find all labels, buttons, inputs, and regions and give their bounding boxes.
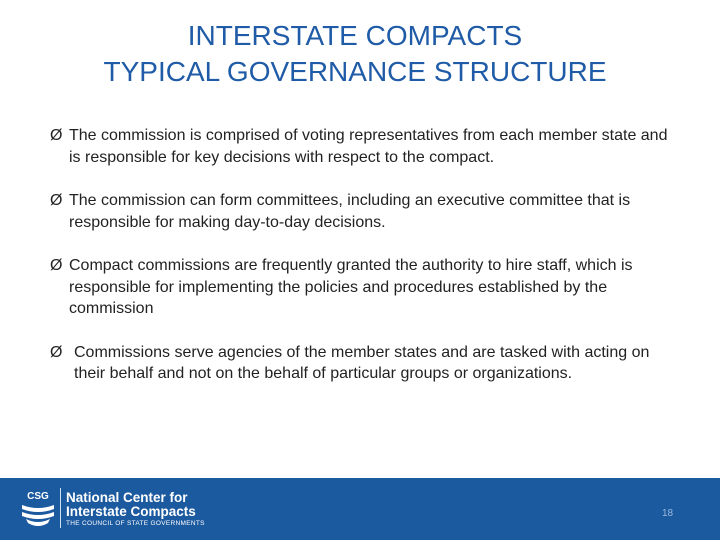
bullet-item [50,342,670,385]
bullet-item [50,190,670,233]
logo-text: CSG [27,491,49,502]
org-subtitle: THE COUNCIL OF STATE GOVERNMENTS [66,520,205,527]
bullet-item [50,125,670,168]
title-line-2: TYPICAL GOVERNANCE STRUCTURE [103,56,607,87]
footer-bar [0,478,720,540]
title-line-1: INTERSTATE COMPACTS [187,20,523,51]
bullet-list [50,125,670,385]
bullet-item [50,255,670,320]
bullet-text: The commission can form committees, including an executive committee that is responsible for making day-to-day decisions. [69,192,631,231]
arrow-bullet-icon: Ø [50,192,63,209]
arrow-bullet-icon: Ø [50,343,63,361]
logo-divider [60,488,61,528]
csg-logo-icon [18,487,58,531]
slide-title [0,18,710,90]
bullet-text: The commission is comprised of voting representatives from each member state and is responsible for key decisions with respect to the compact. [69,127,668,166]
arrow-bullet-icon: Ø [50,257,63,274]
arrow-bullet-icon: Ø [50,127,63,144]
bullet-text: Commissions serve agencies of the member states and are tasked with acting on their behalf and not on the behalf of particular groups or organizations. [74,343,650,382]
org-name-line-1: National Center for [66,490,188,505]
bullet-text: Compact commissions are frequently granted the authority to hire staff, which is responsible for implementing the policies and procedures established by the commission [69,257,633,317]
org-name-line-2: Interstate Compacts [66,504,196,519]
page-number: 18 [662,508,674,519]
